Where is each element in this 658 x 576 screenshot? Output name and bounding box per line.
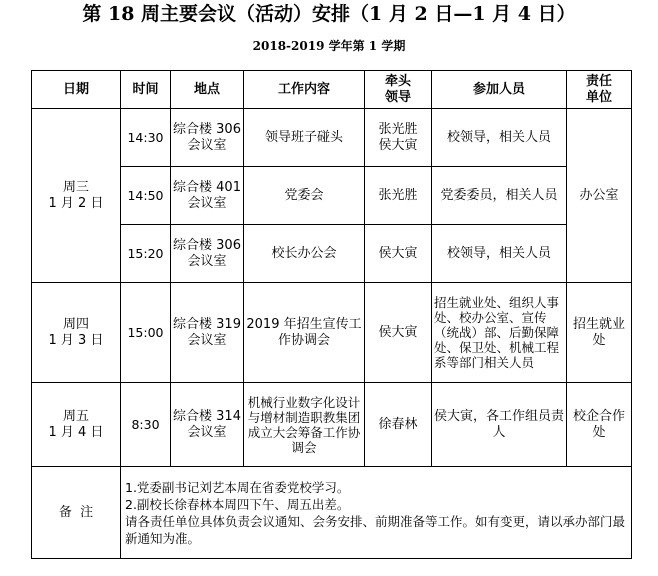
note-line-3: 请各责任单位具体负责会议通知、会务安排、前期准备等工作。如有变更，请以承办部门最新通知为准。	[125, 513, 626, 546]
day-date: 1 月 2 日	[48, 195, 104, 211]
day-cell-wed	[32, 109, 121, 283]
day-name: 周四	[62, 316, 89, 332]
notes-row	[32, 467, 632, 559]
time-cell: 14:30	[121, 109, 171, 167]
day-cell-fri	[32, 383, 121, 467]
leader-cell: 徐春林	[365, 383, 432, 467]
leader-text: 张光胜 侯大寅	[378, 121, 418, 153]
place-cell: 综合楼 319 会议室	[171, 283, 244, 383]
notes-content	[121, 467, 632, 559]
day-cell-thu	[32, 283, 121, 383]
day-date: 1 月 3 日	[48, 332, 104, 348]
place-cell: 综合楼 401 会议室	[171, 167, 244, 225]
page-title: 第 18 周主要会议（活动）安排（1 月 2 日—1 月 4 日）	[82, 3, 576, 25]
place-cell: 综合楼 314 会议室	[171, 383, 244, 467]
table-row	[32, 167, 632, 225]
header-place: 地点	[171, 71, 244, 109]
note-line-2: 2.副校长徐春林本周四下午、周五出差。	[125, 496, 350, 512]
unit-cell-thu: 招生就业处	[567, 283, 632, 383]
header-leader	[365, 71, 432, 109]
notes-label: 备 注	[32, 467, 121, 559]
header-leader-text: 牵头领导	[384, 73, 411, 105]
header-row	[32, 71, 632, 109]
day-name: 周三	[62, 179, 89, 195]
table-row	[32, 283, 632, 383]
content-cell: 2019 年招生宣传工作协调会	[244, 283, 365, 383]
unit-cell-fri: 校企合作处	[567, 383, 632, 467]
header-time: 时间	[121, 71, 171, 109]
leader-cell	[365, 109, 432, 167]
leader-cell: 张光胜	[365, 167, 432, 225]
content-cell: 机械行业数字化设计与增材制造职教集团成立大会筹备工作协调会	[244, 383, 365, 467]
participants-cell: 侯大寅，各工作组员责人	[432, 383, 567, 467]
place-cell: 综合楼 306 会议室	[171, 225, 244, 283]
header-participants: 参加人员	[432, 71, 567, 109]
semester-subtitle: 2018-2019 学年第 1 学期	[252, 39, 406, 53]
leader-cell: 侯大寅	[365, 225, 432, 283]
day-date: 1 月 4 日	[48, 424, 104, 440]
leader-cell: 侯大寅	[365, 283, 432, 383]
header-unit	[567, 71, 632, 109]
header-date: 日期	[32, 71, 121, 109]
participants-cell: 招生就业处、组织人事处、校办公室、宣传（统战）部、后勤保障处、保卫处、机械工程系等部门相关人员	[432, 283, 567, 383]
content-cell: 校长办公会	[244, 225, 365, 283]
unit-cell-wed: 办公室	[567, 109, 632, 283]
schedule-table	[31, 70, 632, 559]
day-name: 周五	[62, 408, 89, 424]
note-line-1: 1.党委副书记刘艺本周在省委党校学习。	[125, 479, 350, 495]
time-cell: 8:30	[121, 383, 171, 467]
content-cell: 领导班子碰头	[244, 109, 365, 167]
participants-cell: 校领导，相关人员	[432, 225, 567, 283]
header-unit-text: 责任单位	[585, 73, 612, 105]
place-cell: 综合楼 306 会议室	[171, 109, 244, 167]
participants-cell: 校领导，相关人员	[432, 109, 567, 167]
time-cell: 15:20	[121, 225, 171, 283]
table-row	[32, 109, 632, 167]
time-cell: 15:00	[121, 283, 171, 383]
table-row	[32, 383, 632, 467]
table-row	[32, 225, 632, 283]
content-cell: 党委会	[244, 167, 365, 225]
participants-cell: 党委委员，相关人员	[432, 167, 567, 225]
time-cell: 14:50	[121, 167, 171, 225]
header-content: 工作内容	[244, 71, 365, 109]
